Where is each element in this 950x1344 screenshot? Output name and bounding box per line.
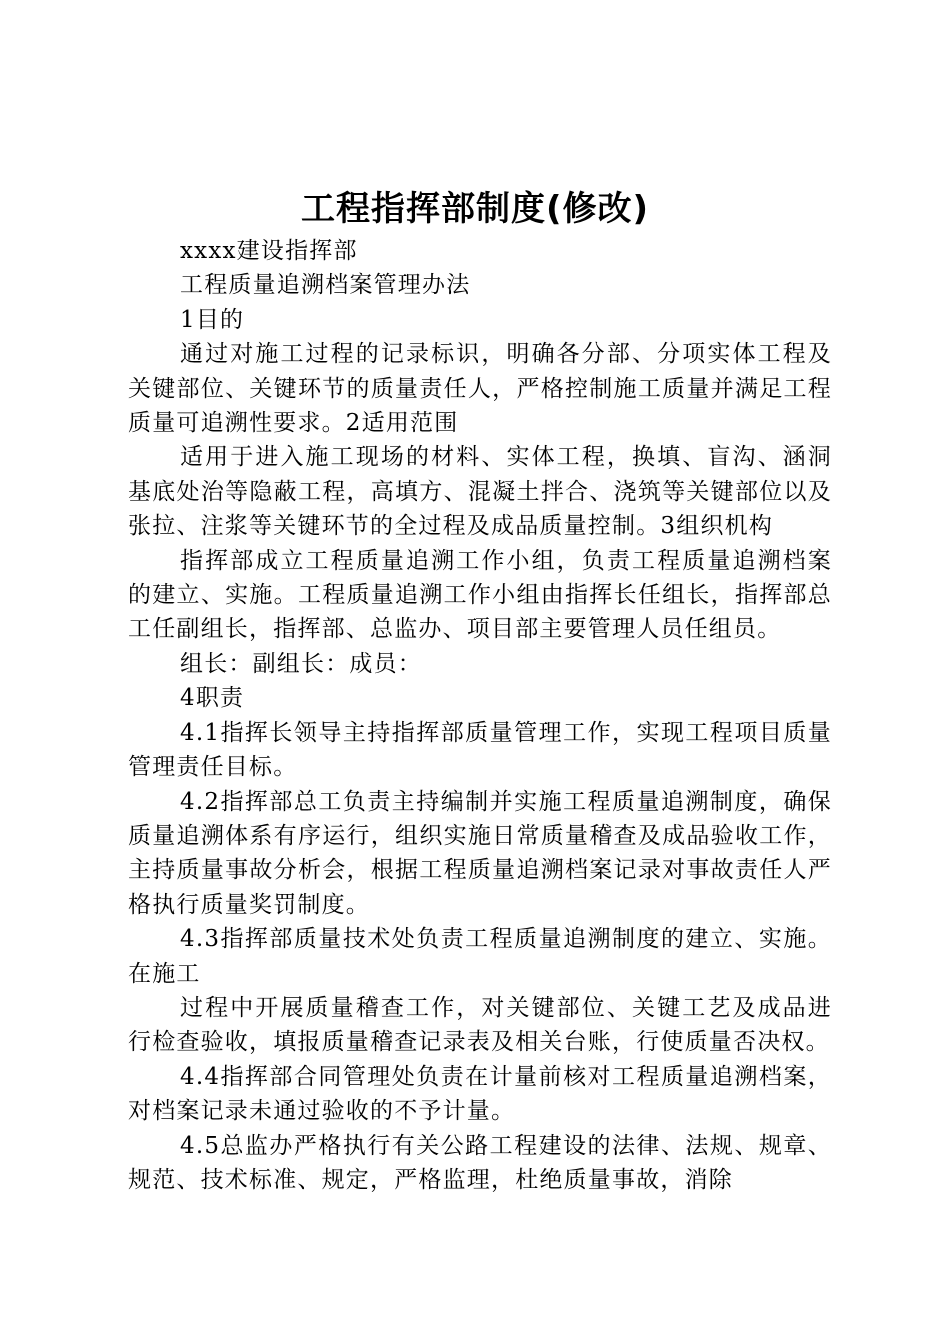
paragraph-members: 组长：副组长：成员： [180, 650, 422, 677]
paragraph-subtitle: 工程质量追溯档案管理办法 [180, 272, 471, 299]
paragraph-4-3: 4.3指挥部质量技术处负责工程质量追溯制度的建立、实施。在施工 [128, 926, 832, 987]
paragraph-organization-structure: 指挥部成立工程质量追溯工作小组，负责工程质量追溯档案的建立、实施。工程质量追溯工作小组由指挥长任组长，指挥部总工任副组长，指挥部、总监办、项目部主要管理人员任组员。 [128, 547, 832, 643]
paragraph-section-4-heading: 4职责 [180, 685, 245, 712]
paragraph-purpose: 通过对施工过程的记录标识，明确各分部、分项实体工程及关键部位、关键环节的质量责任人，严格控制施工质量并满足工程质量可追溯性要求。2适用范围 [128, 341, 832, 437]
paragraph-scope: 适用于进入施工现场的材料、实体工程，换填、盲沟、涵洞基底处治等隐蔽工程，高填方、混凝土拌合、浇筑等关键部位以及张拉、注浆等关键环节的全过程及成品质量控制。3组织机构 [128, 444, 832, 540]
document-body [128, 234, 832, 1197]
paragraph-4-2: 4.2指挥部总工负责主持编制并实施工程质量追溯制度，确保质量追溯体系有序运行，组织实施日常质量稽查及成品验收工作，主持质量事故分析会，根据工程质量追溯档案记录对事故责任人严格执行质量奖罚制度。 [128, 788, 832, 918]
paragraph-organization: xxxx建设指挥部 [180, 238, 358, 264]
paragraph-4-1: 4.1指挥长领导主持指挥部质量管理工作，实现工程项目质量管理责任目标。 [128, 719, 832, 781]
paragraph-4-3-continued: 过程中开展质量稽查工作，对关键部位、关键工艺及成品进行检查验收，填报质量稽查记录表及相关台账，行使质量否决权。 [128, 994, 832, 1056]
paragraph-4-5: 4.5总监办严格执行有关公路工程建设的法律、法规、规章、规范、技术标准、规定，严格监理，杜绝质量事故，消除 [128, 1132, 832, 1193]
paragraph-4-4: 4.4指挥部合同管理处负责在计量前核对工程质量追溯档案，对档案记录未通过验收的不予计量。 [128, 1063, 832, 1125]
paragraph-section-1-heading: 1目的 [180, 306, 245, 333]
document-title: 工程指挥部制度(修改) [300, 189, 650, 229]
